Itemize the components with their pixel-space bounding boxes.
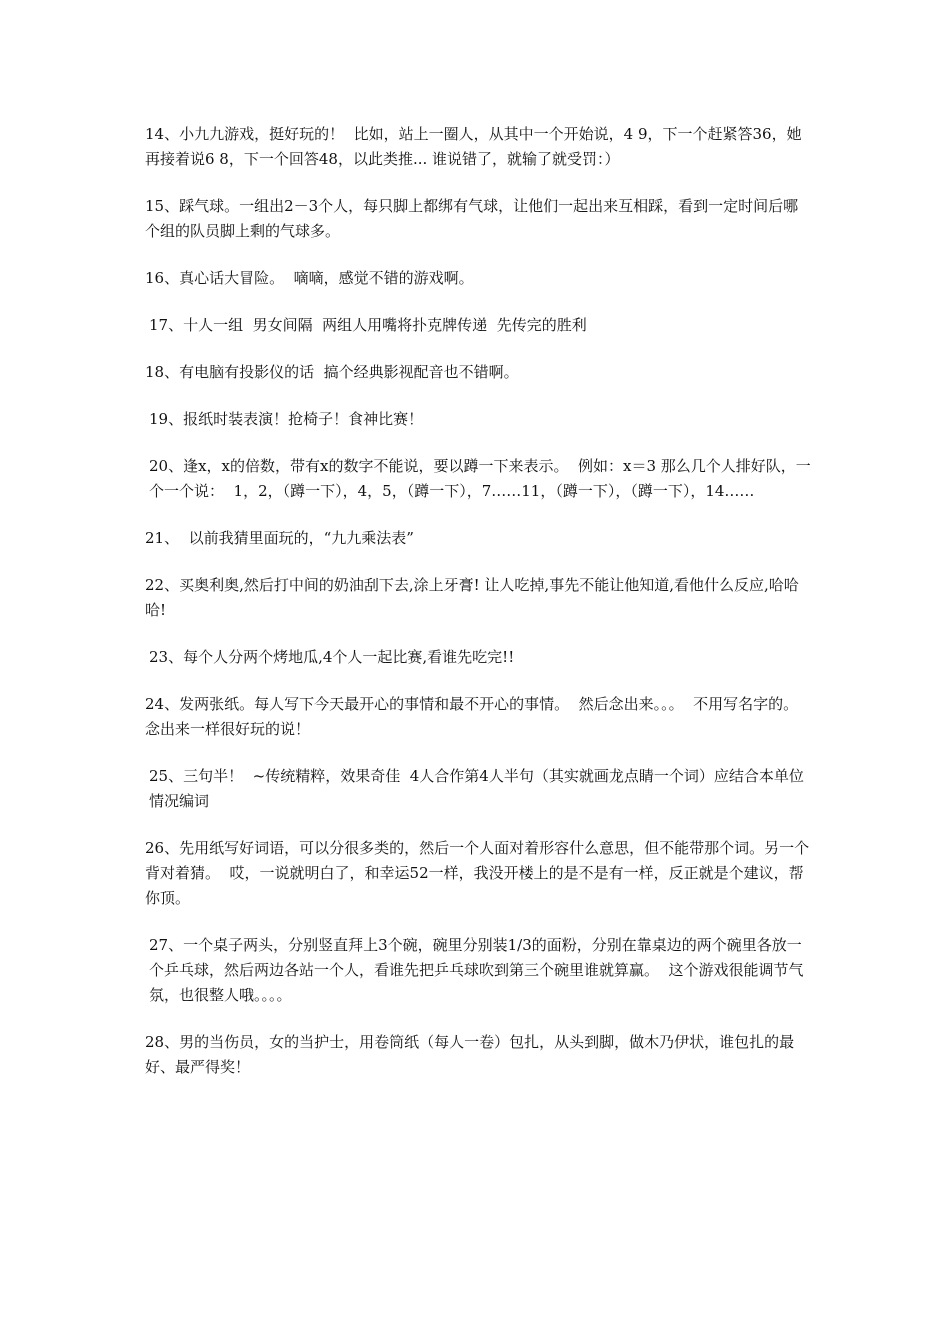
paragraph-item-24: 24、发两张纸。每人写下今天最开心的事情和最不开心的事情。 然后念出来。。。 不用写名字的。 念出来一样很好玩的说！ (145, 695, 808, 738)
paragraph-item-19: 19、报纸时装表演！抢椅子！食神比赛！ (149, 410, 424, 428)
paragraph-item-25: 25、三句半！ ~传统精粹，效果奇佳 4人合作第4人半句（其实就画龙点睛一个词）应结合本单位情况编词 (149, 767, 804, 810)
paragraph-item-22: 22、买奥利奥,然后打中间的奶油刮下去,涂上牙膏! 让人吃掉,事先不能让他知道,看他什么反应,哈哈哈! (145, 576, 799, 619)
paragraph-item-16: 16、真心话大冒险。 嘀嘀，感觉不错的游戏啊。 (145, 269, 474, 287)
paragraph-item-23: 23、每个人分两个烤地瓜,4个人一起比赛,看谁先吃完!! (149, 648, 515, 666)
paragraph-item-15: 15、踩气球。一组出2－3个人，每只脚上都绑有气球，让他们一起出来互相踩，看到一定时间后哪个组的队员脚上剩的气球多。 (145, 197, 799, 240)
paragraph-item-14: 14、小九九游戏，挺好玩的！ 比如，站上一圈人，从其中一个开始说，4 9，下一个赶紧答36，她再接着说6 8，下一个回答48，以此类推... 谁说错了，就输了就受罚：） (145, 125, 802, 168)
paragraph-item-21: 21、 以前我猜里面玩的，“九九乘法表” (145, 529, 414, 547)
document-body (145, 122, 813, 1102)
paragraph-item-17: 17、十人一组 男女间隔 两组人用嘴将扑克牌传递 先传完的胜利 (149, 316, 587, 334)
paragraph-item-28: 28、男的当伤员，女的当护士，用卷筒纸（每人一卷）包扎，从头到脚，做木乃伊状，谁包扎的最好、最严得奖！ (145, 1033, 795, 1076)
paragraph-item-26: 26、先用纸写好词语，可以分很多类的，然后一个人面对着形容什么意思，但不能带那个词。另一个背对着猜。 哎，一说就明白了，和幸运52一样，我没开楼上的是不是有一样，反正就是个建议，帮你顶。 (145, 839, 810, 907)
paragraph-item-27: 27、一个桌子两头，分别竖直拜上3个碗，碗里分别装1/3的面粉，分别在靠桌边的两个碗里各放一个乒乓球，然后两边各站一个人，看谁先把乒乓球吹到第三个碗里谁就算赢。 这个游戏很能调节气氛，也很整人哦。。。。 (149, 936, 804, 1004)
paragraph-item-20: 20、逢x，x的倍数，带有x的数字不能说，要以蹲一下来表示。 例如：x＝3 那么几个人排好队，一个一个说： 1，2，（蹲一下），4，5，（蹲一下），7……11，（蹲一下），（蹲一下），14…… (149, 457, 811, 500)
paragraph-item-18: 18、有电脑有投影仪的话 搞个经典影视配音也不错啊。 (145, 363, 519, 381)
